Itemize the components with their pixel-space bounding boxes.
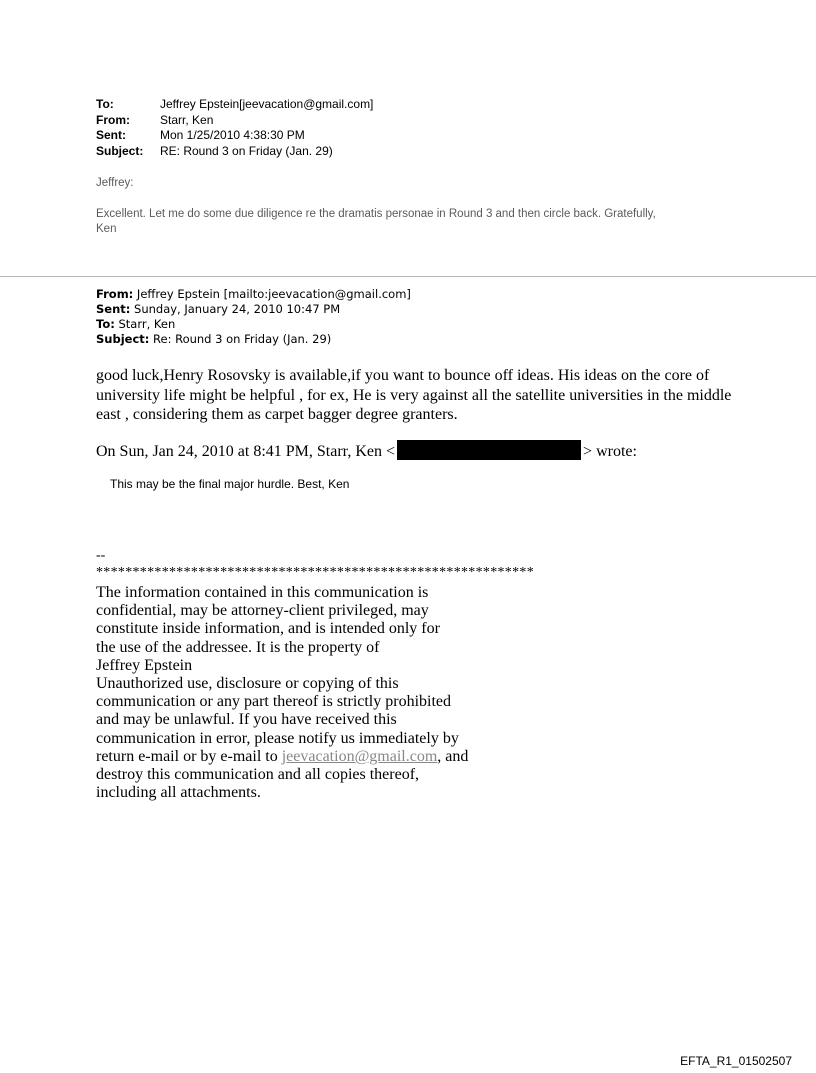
redaction-box (397, 440, 581, 460)
header-sent-row (96, 128, 373, 144)
disclaimer-suffix: , and (437, 747, 469, 765)
disclaimer-line-with-link (96, 748, 516, 766)
email-link[interactable]: jeevacation@gmail.com (281, 747, 438, 765)
disclaimer-line: The information contained in this communication is (96, 584, 429, 601)
disclaimer (96, 584, 516, 802)
disclaimer-line: communication in error, please notify us immediately by (96, 729, 459, 747)
quoted-from-label: From: (96, 287, 134, 301)
attribution-line (96, 440, 637, 462)
sent-value: Mon 1/25/2010 4:38:30 PM (160, 128, 305, 142)
quoted-sent-row (96, 302, 411, 317)
disclaimer-line: Jeffrey Epstein (96, 656, 193, 674)
quoted-message: This may be the final major hurdle. Best, Ken (110, 477, 350, 491)
subject-label: Subject: (96, 143, 144, 158)
sent-label: Sent: (96, 128, 126, 142)
quoted-to-row (96, 317, 411, 332)
message-body (96, 207, 736, 237)
disclaimer-line: constitute inside information, and is intended only for (96, 620, 440, 638)
disclaimer-line: Unauthorized use, disclosure or copying of this (96, 675, 399, 693)
quoted-header (96, 287, 411, 347)
quoted-to-label: To: (96, 317, 115, 331)
email-header (96, 97, 373, 159)
subject-value: RE: Round 3 on Friday (Jan. 29) (160, 143, 333, 158)
from-value: Starr, Ken (160, 112, 214, 127)
attribution-suffix: > wrote: (583, 443, 637, 460)
disclaimer-line: and may be unlawful. If you have received this (96, 711, 397, 729)
disclaimer-line: communication or any part thereof is strictly prohibited (96, 693, 452, 711)
header-from-row (96, 113, 373, 129)
quoted-from-value: Jeffrey Epstein [mailto:jeevacation@gmail.com] (133, 287, 411, 301)
disclaimer-line: including all attachments. (96, 784, 261, 802)
header-to-row (96, 97, 373, 113)
from-label: From: (96, 112, 130, 127)
disclaimer-prefix: return e-mail or by e-mail to (96, 747, 282, 765)
quoted-subject-value: Re: Round 3 on Friday (Jan. 29) (149, 332, 332, 346)
header-subject-row (96, 144, 373, 160)
signature-stars: ************************************************************ (96, 565, 534, 580)
to-label: To: (96, 97, 114, 111)
quoted-subject-label: Subject: (96, 332, 150, 346)
quoted-to-value: Starr, Ken (114, 317, 176, 331)
attribution-prefix: On Sun, Jan 24, 2010 at 8:41 PM, Starr, Ken < (96, 443, 396, 460)
quoted-from-row (96, 287, 411, 302)
disclaimer-line: the use of the addressee. It is the property of (96, 638, 380, 656)
document-id: EFTA_R1_01502507 (680, 1054, 792, 1068)
divider (0, 276, 816, 277)
to-value: Jeffrey Epstein[jeevacation@gmail.com] (160, 97, 374, 111)
quoted-sent-value: Sunday, January 24, 2010 10:47 PM (130, 302, 341, 316)
quoted-sent-label: Sent: (96, 302, 131, 316)
message-body-line: Excellent. Let me do some due diligence re the dramatis personae in Round 3 and then circle back. Gratefully, (96, 208, 656, 220)
disclaimer-line: confidential, may be attorney-client privileged, may (96, 602, 429, 620)
quoted-subject-row (96, 332, 411, 347)
disclaimer-line: destroy this communication and all copies thereof, (96, 766, 420, 784)
reply-body: good luck,Henry Rosovsky is available,if you want to bounce off ideas. His ideas on the core of university life might be helpful , for ex, He is very against all the satellite universities in the middle east , considering them as carpet bagger degree granters. (96, 367, 732, 423)
signature-dashes: -- (96, 548, 106, 563)
message-greeting: Jeffrey: (96, 177, 134, 189)
message-body-signoff: Ken (96, 223, 117, 235)
